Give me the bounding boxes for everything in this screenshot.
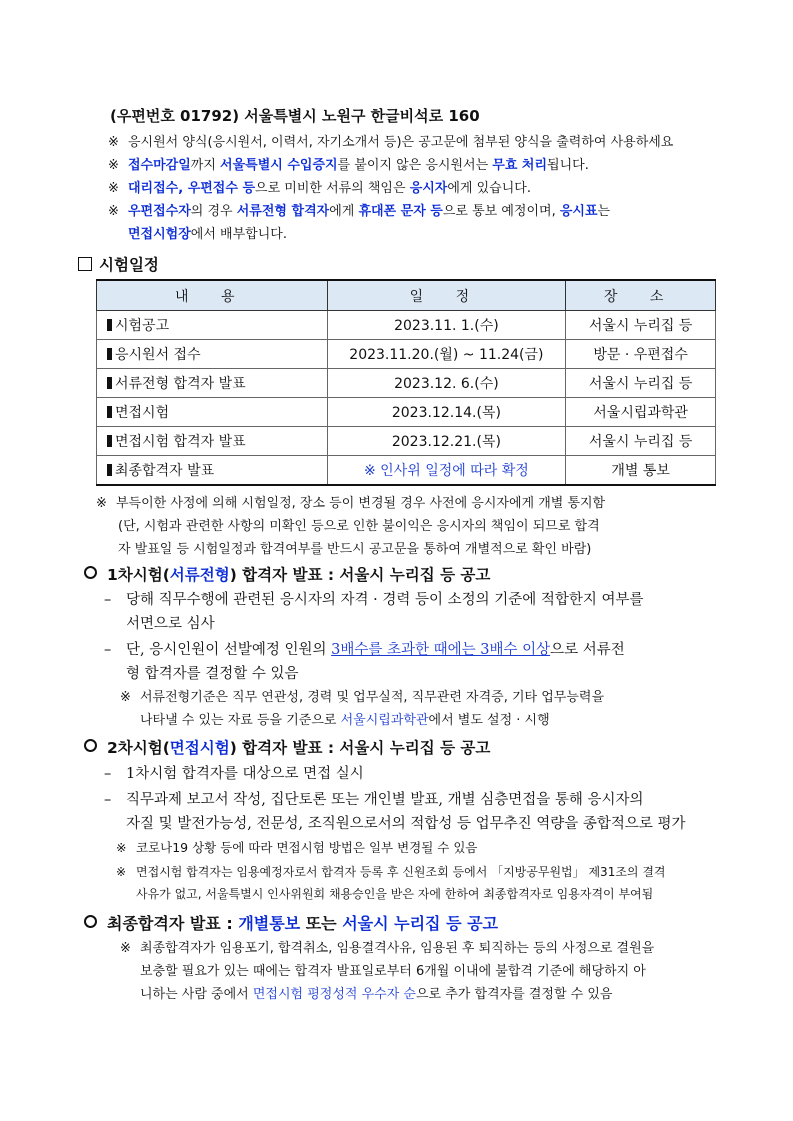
final-result-note-l3: 니하는 사람 중에서 면접시험 평정성적 우수자 순으로 추가 합격자를 결정할 수 있음 — [140, 987, 613, 1002]
second-exam-desc-2: – 직무과제 보고서 작성, 집단토론 또는 개인별 발표, 개별 심층면접을 통해 응시자의 — [104, 792, 644, 808]
schedule-change-note-l3: 자 발표일 등 시험일정과 합격여부를 반드시 공고문을 통하여 개별적으로 확인 바람) — [118, 542, 592, 557]
final-result-note-l2: 보충할 필요가 있는 때에는 합격자 발표일로부터 6개월 이내에 불합격 기준에 해당하지 아 — [140, 964, 646, 979]
circle-bullet-icon — [84, 915, 97, 928]
note-postal-applicant: ※ 우편접수자의 경우 서류전형 합격자에게 휴대폰 문자 등으로 통보 예정이며, 응시표는 — [108, 204, 611, 219]
first-exam-desc-1-cont: 서면으로 심사 — [126, 616, 215, 632]
second-exam-eligibility-note: ※ 면접시험 합격자는 임용예정자로서 합격자 등록 후 신원조회 등에서 「지방공무원법」 제31조의 결격 — [116, 865, 666, 879]
square-bullet-icon — [107, 348, 112, 360]
first-exam-criteria-note: ※ 서류전형기준은 직무 연관성, 경력 및 업무실적, 직무관련 자격증, 기타 업무능력을 — [120, 690, 605, 705]
schedule-change-note-l2: (단, 시험과 관련한 사항의 미확인 등으로 인한 불이익은 응시자의 책임이 되므로 합격 — [118, 519, 600, 534]
schedule-table — [96, 279, 716, 486]
table-row: 서류전형 합격자 발표 2023.12. 6.(수) 서울시 누리집 등 — [97, 369, 716, 398]
second-exam-heading: 2차시험(면접시험) 합격자 발표 : 서울시 누리집 등 공고 — [84, 736, 490, 758]
square-bullet-icon — [107, 435, 112, 447]
checkbox-square-icon — [78, 257, 92, 271]
header-date: 일 정 — [327, 280, 566, 311]
table-row: 시험공고 2023.11. 1.(수) 서울시 누리집 등 — [97, 311, 716, 340]
note-deadline: ※ 접수마감일까지 서울특별시 수입증지를 붙이지 않은 응시원서는 무효 처리됩니다. — [108, 158, 589, 173]
schedule-header-row — [97, 280, 716, 311]
note-proxy-submission: ※ 대리접수, 우편접수 등으로 미비한 서류의 책임은 응시자에게 있습니다. — [108, 181, 531, 196]
first-exam-desc-1: – 당해 직무수행에 관련된 응시자의 자격 · 경력 등이 소정의 기준에 적합한지 여부를 — [104, 592, 644, 608]
note-postal-applicant-cont: 면접시험장에서 배부합니다. — [128, 227, 287, 242]
table-row: 면접시험 합격자 발표 2023.12.21.(목) 서울시 누리집 등 — [97, 427, 716, 456]
header-place: 장 소 — [566, 280, 716, 311]
final-result-note: ※ 최종합격자가 임용포기, 합격취소, 임용결격사유, 임용된 후 퇴직하는 등의 사정으로 결원을 — [120, 941, 655, 956]
square-bullet-icon — [107, 377, 112, 389]
header-content: 내 용 — [97, 280, 328, 311]
table-row: 최종합격자 발표 ※ 인사위 일정에 따라 확정 개별 통보 — [97, 456, 716, 486]
second-exam-desc-1: – 1차시험 합격자를 대상으로 면접 실시 — [104, 766, 364, 782]
table-row: 면접시험 2023.12.14.(목) 서울시립과학관 — [97, 398, 716, 427]
second-exam-covid-note: ※ 코로나19 상황 등에 따라 면접시험 방법은 일부 변경될 수 있음 — [116, 840, 478, 855]
square-bullet-icon — [107, 464, 112, 476]
first-exam-criteria-note-cont: 나타낼 수 있는 자료 등을 기준으로 서울시립과학관에서 별도 설정 · 시행 — [140, 713, 550, 728]
first-exam-desc-2-cont: 형 합격자를 결정할 수 있음 — [126, 666, 299, 682]
mailing-address: (우편번호 01792) 서울특별시 노원구 한글비석로 160 — [110, 107, 480, 125]
final-result-heading: 최종합격자 발표 : 개별통보 또는 서울시 누리집 등 공고 — [84, 911, 498, 934]
note-application-form: ※ 응시원서 양식(응시원서, 이력서, 자기소개서 등)은 공고문에 첨부된 양식을 출력하여 사용하세요 — [108, 135, 674, 150]
schedule-section-title: 시험일정 — [78, 253, 159, 275]
circle-bullet-icon — [84, 566, 97, 579]
second-exam-desc-2-cont: 자질 및 발전가능성, 전문성, 조직원으로서의 적합성 등 업무추진 역량을 종합적으로 평가 — [126, 816, 686, 832]
schedule-change-note: ※ 부득이한 사정에 의해 시험일정, 장소 등이 변경될 경우 사전에 응시자에게 개별 통지함 — [96, 496, 606, 511]
second-exam-eligibility-note-cont: 사유가 없고, 서울특별시 인사위원회 채용승인을 받은 자에 한하여 최종합격자로 임용자격이 부여됨 — [136, 887, 654, 901]
table-row: 응시원서 접수 2023.11.20.(월) ~ 11.24(금) 방문 · 우편접수 — [97, 340, 716, 369]
first-exam-heading: 1차시험(서류전형) 합격자 발표 : 서울시 누리집 등 공고 — [84, 563, 490, 585]
first-exam-desc-2: – 단, 응시인원이 선발예정 인원의 3배수를 초과한 때에는 3배수 이상으로 서류전 — [104, 642, 625, 658]
circle-bullet-icon — [84, 739, 97, 752]
square-bullet-icon — [107, 319, 112, 331]
square-bullet-icon — [107, 406, 112, 418]
